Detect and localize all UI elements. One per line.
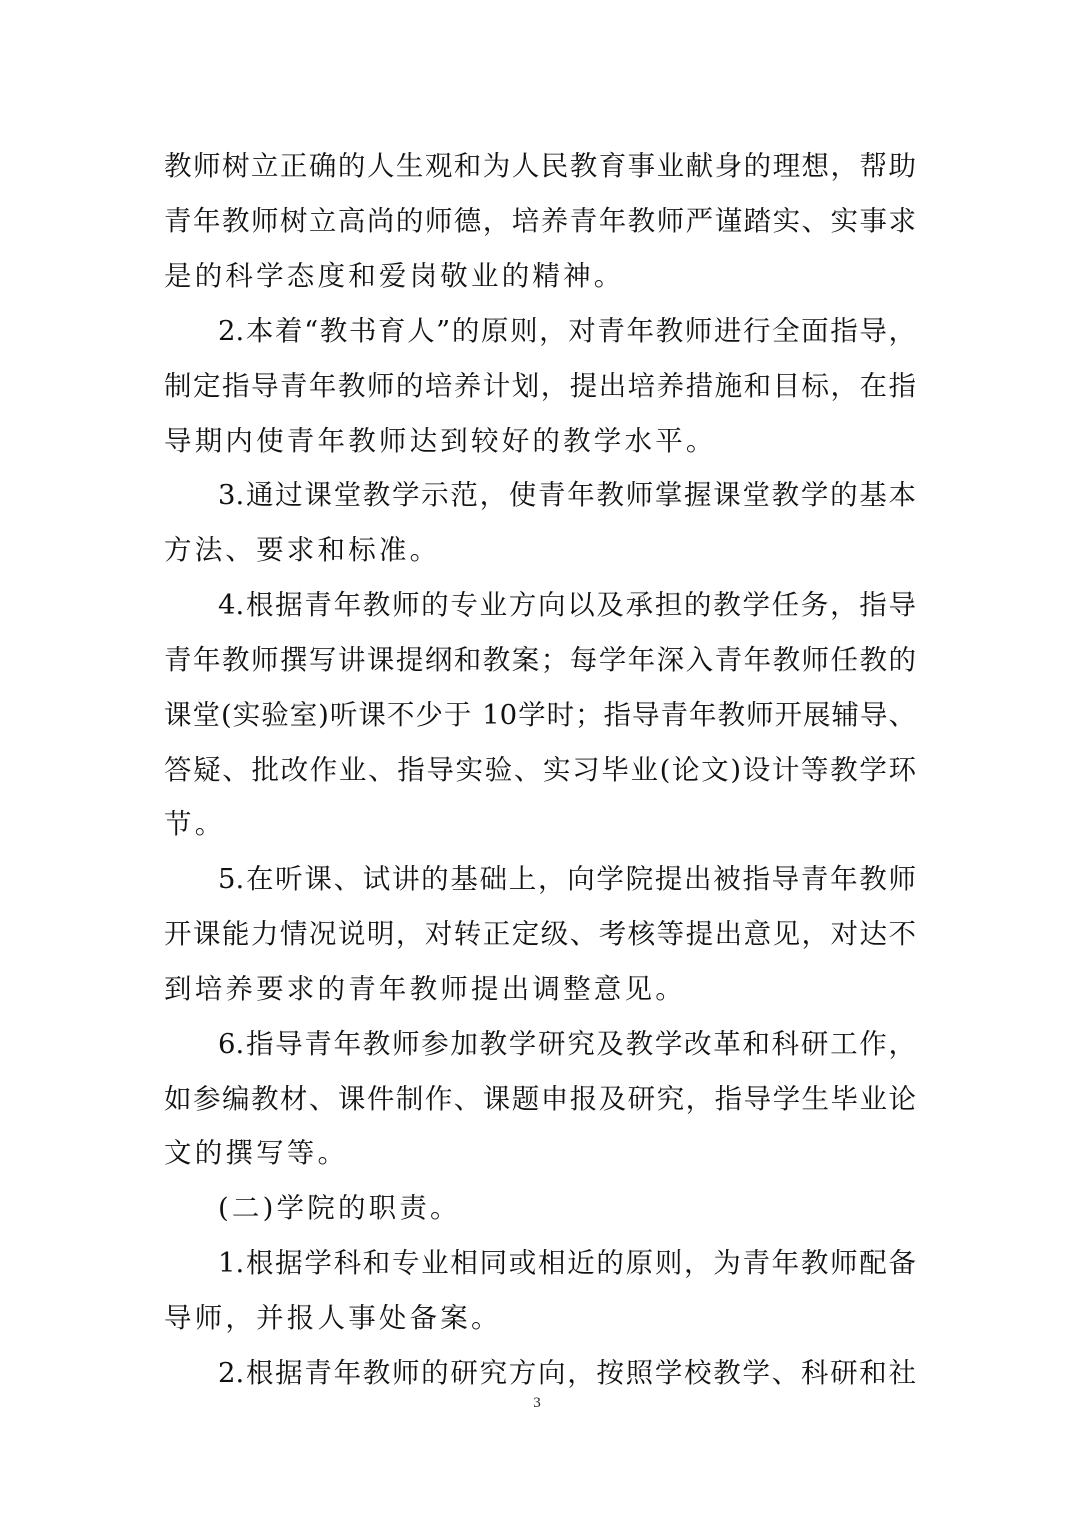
- text-line: 1.根据学科和专业相同或相近的原则，为青年教师配备: [218, 1247, 916, 1279]
- text-line: 5.在听课、试讲的基础上，向学院提出被指导青年教师: [218, 863, 916, 895]
- text-line: 答疑、批改作业、指导实验、实习毕业(论文)设计等教学环: [164, 754, 916, 786]
- section-heading: (二)学院的职责。: [218, 1192, 461, 1224]
- text-line: 方法、要求和标准。: [164, 534, 441, 566]
- page-number: 3: [533, 1395, 541, 1411]
- text-line: 3.通过课堂教学示范，使青年教师掌握课堂教学的基本: [218, 479, 916, 511]
- text-line: 2.根据青年教师的研究方向，按照学校教学、科研和社: [218, 1357, 916, 1389]
- text-line: 是的科学态度和爱岗敬业的精神。: [164, 260, 625, 292]
- text-line: 如参编教材、课件制作、课题申报及研究，指导学生毕业论: [164, 1083, 916, 1115]
- text-line: 课堂(实验室)听课不少于 10学时；指导青年教师开展辅导、: [164, 699, 916, 731]
- text-line: 节。: [164, 808, 226, 840]
- text-line: 导师，并报人事处备案。: [164, 1302, 502, 1334]
- text-line: 6.指导青年教师参加教学研究及教学改革和科研工作，: [218, 1028, 916, 1060]
- text-line: 教师树立正确的人生观和为人民教育事业献身的理想，帮助: [164, 150, 916, 182]
- text-line: 制定指导青年教师的培养计划，提出培养措施和目标，在指: [164, 370, 916, 402]
- text-line: 到培养要求的青年教师提出调整意见。: [164, 973, 686, 1005]
- text-line: 导期内使青年教师达到较好的教学水平。: [164, 425, 717, 457]
- text-line: 4.根据青年教师的专业方向以及承担的教学任务，指导: [218, 589, 916, 621]
- text-line: 青年教师撰写讲课提纲和教案；每学年深入青年教师任教的: [164, 644, 916, 676]
- text-line: 文的撰写等。: [164, 1137, 349, 1169]
- text-line: 青年教师树立高尚的师德，培养青年教师严谨踏实、实事求: [164, 205, 916, 237]
- text-line: 2.本着“教书育人”的原则，对青年教师进行全面指导，: [218, 315, 916, 347]
- text-line: 开课能力情况说明，对转正定级、考核等提出意见，对达不: [164, 918, 916, 950]
